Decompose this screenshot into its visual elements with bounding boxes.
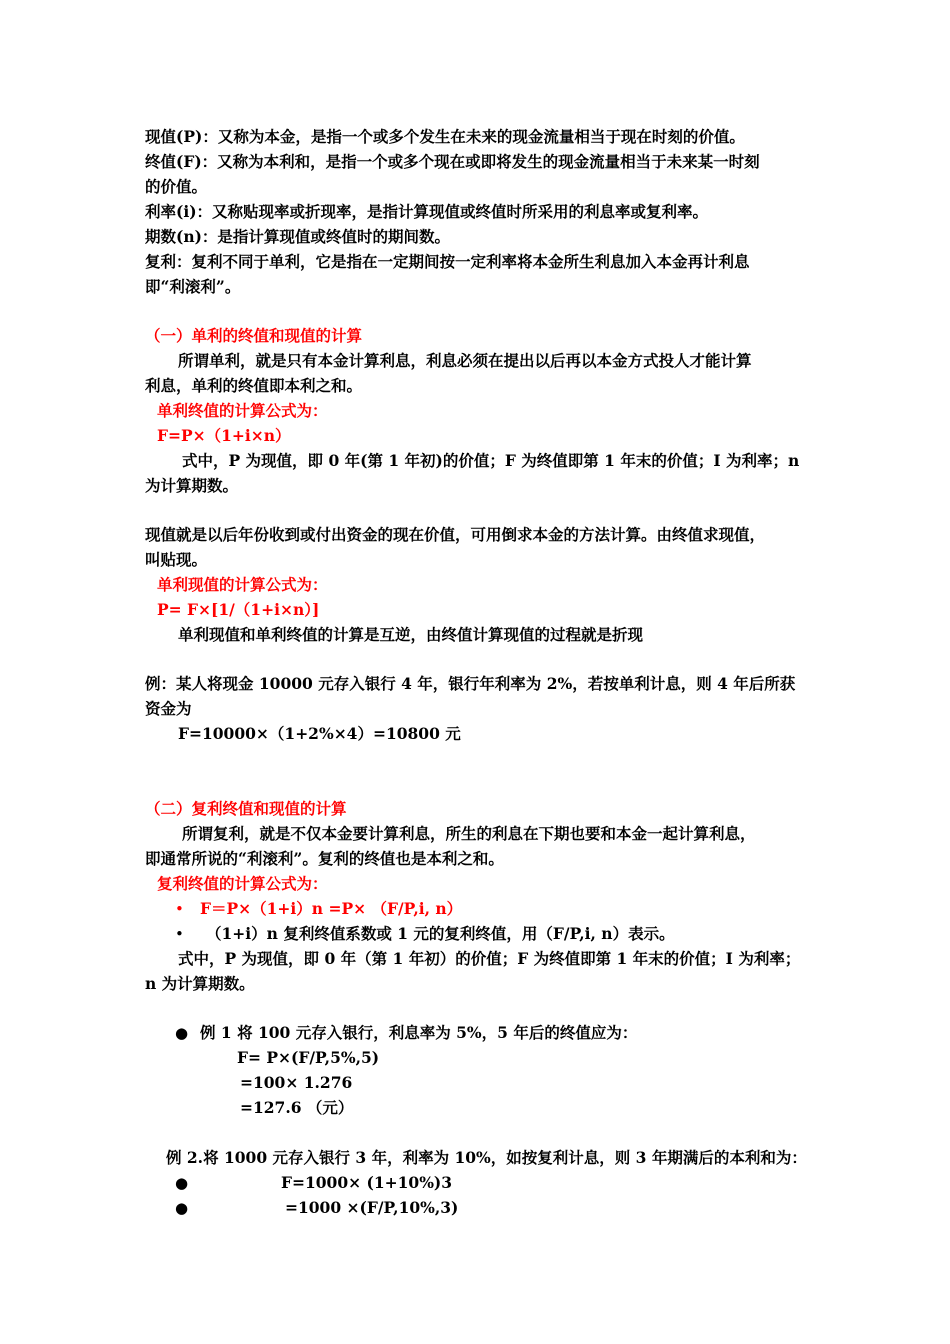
compound-factor-note: （1+i）n 复利终值系数或 1 元的复利终值，用（F/P,i, n）表示。 [206, 924, 675, 943]
definition-future-value-cont: 的价值。 [145, 177, 208, 196]
simple-pv-formula-title: 单利现值的计算公式为： [157, 575, 328, 594]
section2-heading: （二）复利终值和现值的计算 [145, 799, 347, 818]
example1-calc-line3: =127.6 （元） [240, 1098, 354, 1117]
example1-calc-line1: F= P×(F/P,5%,5) [237, 1048, 380, 1067]
example2: 例 2.将 1000 元存入银行 3 年，利率为 10%，如按复利计息，则 3 年期满后的本利和为： [166, 1148, 807, 1167]
compound-fv-formula: F＝P×（1+i）n =P× （F/P,i, n） [200, 899, 463, 918]
section1-example: 例：某人将现金 10000 元存入银行 4 年，银行年利率为 2%，若按单利计息，则 4 年后所获 [145, 674, 796, 693]
example1: 例 1 将 100 元存入银行，利息率为 5%，5 年后的终值应为： [200, 1023, 638, 1042]
bullet-icon: ● [175, 1199, 189, 1217]
example1-calc-line2: =100× 1.276 [240, 1073, 353, 1092]
definition-compound: 复利：复利不同于单利，它是指在一定期间按一定利率将本金所生利息加入本金再计利息 [145, 252, 750, 271]
bullet-icon: • [175, 925, 184, 943]
section2-intro-cont: 即通常所说的“利滚利”。复利的终值也是本利之和。 [145, 849, 504, 868]
simple-fv-formula-title: 单利终值的计算公式为： [157, 401, 328, 420]
example2-calc-line2: =1000 ×(F/P,10%,3) [285, 1198, 459, 1217]
pv-intro: 现值就是以后年份收到或付出资金的现在价值，可用倒求本金的方法计算。由终值求现值， [145, 525, 766, 544]
definition-periods: 期数(n)：是指计算现值或终值时的期间数。 [145, 227, 450, 246]
section1-intro-cont: 利息，单利的终值即本利之和。 [145, 376, 363, 395]
section1-example-calc: F=10000×（1+2%×4）=10800 元 [178, 724, 461, 743]
definition-interest-rate: 利率(i)：又称贴现率或折现率，是指计算现值或终值时所采用的利息率或复利率。 [145, 202, 709, 221]
simple-pv-note: 单利现值和单利终值的计算是互逆，由终值计算现值的过程就是折现 [178, 625, 644, 644]
compound-note-cont: n 为计算期数。 [145, 974, 255, 993]
bullet-icon: ● [175, 1174, 189, 1192]
compound-fv-formula-title: 复利终值的计算公式为： [157, 874, 328, 893]
section1-example-cont: 资金为 [145, 699, 192, 718]
simple-fv-note: 式中，P 为现值，即 0 年(第 1 年初)的价值；F 为终值即第 1 年末的价值；I 为利率；n [182, 451, 800, 470]
simple-fv-formula: F=P×（1+i×n） [157, 426, 291, 445]
bullet-icon: • [175, 900, 184, 918]
definition-present-value: 现值(P)：又称为本金，是指一个或多个发生在未来的现金流量相当于现在时刻的价值。 [145, 127, 745, 146]
simple-pv-formula: P= F×[1/（1+i×n）] [157, 600, 320, 619]
definition-compound-cont: 即“利滚利”。 [145, 277, 241, 296]
simple-fv-note-cont: 为计算期数。 [145, 476, 239, 495]
bullet-icon: ● [175, 1024, 189, 1042]
example2-calc-line1: F=1000× (1+10%)3 [281, 1173, 453, 1192]
compound-note: 式中，P 为现值，即 0 年（第 1 年初）的价值；F 为终值即第 1 年末的价值；I 为利率； [178, 949, 801, 968]
definition-future-value: 终值(F)：又称为本利和，是指一个或多个现在或即将发生的现金流量相当于未来某一时刻 [145, 152, 760, 171]
pv-intro-cont: 叫贴现。 [145, 550, 208, 569]
section1-heading: （一）单利的终值和现值的计算 [145, 326, 363, 345]
section1-intro: 所谓单利，就是只有本金计算利息，利息必须在提出以后再以本金方式投人才能计算 [178, 351, 752, 370]
section2-intro: 所谓复利，就是不仅本金要计算利息，所生的利息在下期也要和本金一起计算利息， [182, 824, 756, 843]
